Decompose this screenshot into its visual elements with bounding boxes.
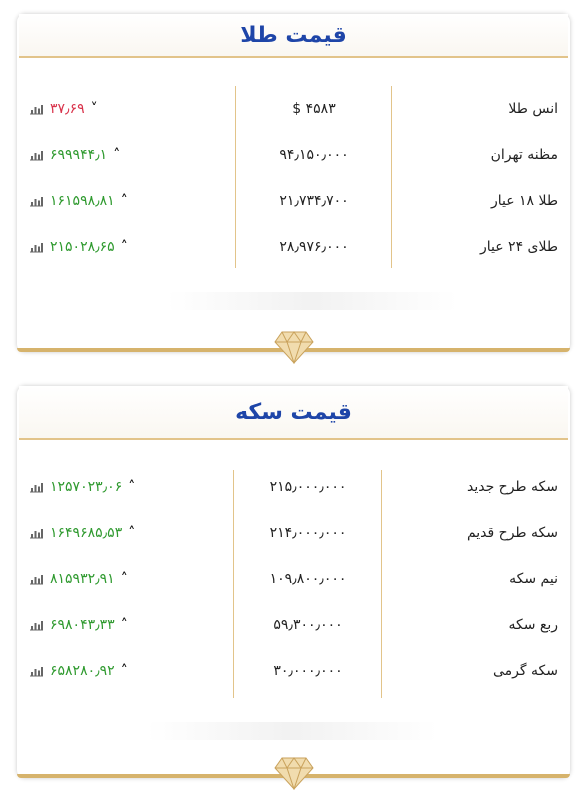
trend-up-icon: ˄ xyxy=(128,479,136,495)
faded-content xyxy=(147,722,437,740)
bar-chart-icon xyxy=(29,195,44,207)
item-name: مظنه تهران xyxy=(490,147,558,163)
item-price: ۲۱۵٫۰۰۰٫۰۰۰ xyxy=(269,479,347,495)
change-value: ۳۷٫۶۹ xyxy=(50,101,85,117)
coin-card-header xyxy=(19,386,568,440)
bar-chart-icon xyxy=(29,619,44,631)
gold-row-18k[interactable] xyxy=(17,178,570,224)
item-name: سکه طرح قدیم xyxy=(466,525,558,541)
bar-chart-icon xyxy=(29,573,44,585)
item-price: ۲۱٫۷۳۴٫۷۰۰ xyxy=(279,193,349,209)
bar-chart-icon xyxy=(29,481,44,493)
gold-price-list xyxy=(17,86,570,270)
trend-up-icon: ˄ xyxy=(120,617,128,633)
gold-price-card xyxy=(17,14,570,352)
item-price: ۲۱۴٫۰۰۰٫۰۰۰ xyxy=(269,525,347,541)
column-divider xyxy=(235,86,236,268)
item-name: نیم سکه xyxy=(509,571,558,587)
item-name: سکه گرمی xyxy=(493,663,558,679)
change-value: ۶۹۹۹۴۴٫۱ xyxy=(50,147,108,163)
item-name: طلا ۱۸ عیار xyxy=(490,193,558,209)
trend-up-icon: ˄ xyxy=(128,525,136,541)
item-name: سکه طرح جدید xyxy=(466,479,558,495)
item-change xyxy=(17,663,234,679)
column-divider xyxy=(381,470,382,698)
bar-chart-icon xyxy=(29,665,44,677)
item-change xyxy=(17,479,234,495)
coin-price-card xyxy=(17,386,570,778)
item-name: انس طلا xyxy=(508,101,558,117)
item-change xyxy=(17,193,236,209)
coin-row-gram[interactable] xyxy=(17,648,570,694)
gold-card-title: قیمت طلا xyxy=(240,22,347,48)
item-change xyxy=(17,101,236,117)
coin-row-half[interactable] xyxy=(17,556,570,602)
column-divider xyxy=(233,470,234,698)
bar-chart-icon xyxy=(29,241,44,253)
item-name: طلای ۲۴ عیار xyxy=(479,239,558,255)
trend-up-icon: ˄ xyxy=(120,193,128,209)
coin-price-list xyxy=(17,464,570,694)
coin-row-quarter[interactable] xyxy=(17,602,570,648)
diamond-icon xyxy=(274,330,314,364)
item-change xyxy=(17,239,236,255)
trend-up-icon: ˄ xyxy=(120,663,128,679)
coin-row-old[interactable] xyxy=(17,510,570,556)
trend-up-icon: ˄ xyxy=(120,239,128,255)
bar-chart-icon xyxy=(29,527,44,539)
item-price: ۹۴٫۱۵۰٫۰۰۰ xyxy=(279,147,349,163)
item-change xyxy=(17,147,236,163)
bar-chart-icon xyxy=(29,149,44,161)
diamond-icon xyxy=(274,756,314,790)
gold-row-24k[interactable] xyxy=(17,224,570,270)
column-divider xyxy=(391,86,392,268)
item-change xyxy=(17,525,234,541)
trend-down-icon: ˅ xyxy=(90,101,98,117)
item-change xyxy=(17,571,234,587)
trend-up-icon: ˄ xyxy=(120,571,128,587)
change-value: ۱۶۱۵۹۸٫۸۱ xyxy=(50,193,115,209)
change-value: ۸۱۵۹۳۲٫۹۱ xyxy=(50,571,115,587)
item-price: ۱۰۹٫۸۰۰٫۰۰۰ xyxy=(269,571,347,587)
change-value: ۶۵۸۲۸۰٫۹۲ xyxy=(50,663,115,679)
gold-row-ounce[interactable] xyxy=(17,86,570,132)
gold-card-header xyxy=(19,14,568,58)
item-change xyxy=(17,617,234,633)
coin-card-title: قیمت سکه xyxy=(235,399,352,425)
change-value: ۱۲۵۷۰۲۳٫۰۶ xyxy=(50,479,123,495)
bar-chart-icon xyxy=(29,103,44,115)
item-name: ربع سکه xyxy=(508,617,558,633)
change-value: ۲۱۵۰۲۸٫۶۵ xyxy=(50,239,115,255)
item-price: ۴۵۸۳ $ xyxy=(292,101,336,117)
gold-row-tehran[interactable] xyxy=(17,132,570,178)
item-price: ۳۰٫۰۰۰٫۰۰۰ xyxy=(273,663,343,679)
trend-up-icon: ˄ xyxy=(113,147,121,163)
change-value: ۱۶۴۹۶۸۵٫۵۳ xyxy=(50,525,123,541)
change-value: ۶۹۸۰۴۳٫۳۳ xyxy=(50,617,115,633)
faded-content xyxy=(167,292,457,310)
coin-row-new[interactable] xyxy=(17,464,570,510)
item-price: ۵۹٫۳۰۰٫۰۰۰ xyxy=(273,617,343,633)
item-price: ۲۸٫۹۷۶٫۰۰۰ xyxy=(279,239,349,255)
